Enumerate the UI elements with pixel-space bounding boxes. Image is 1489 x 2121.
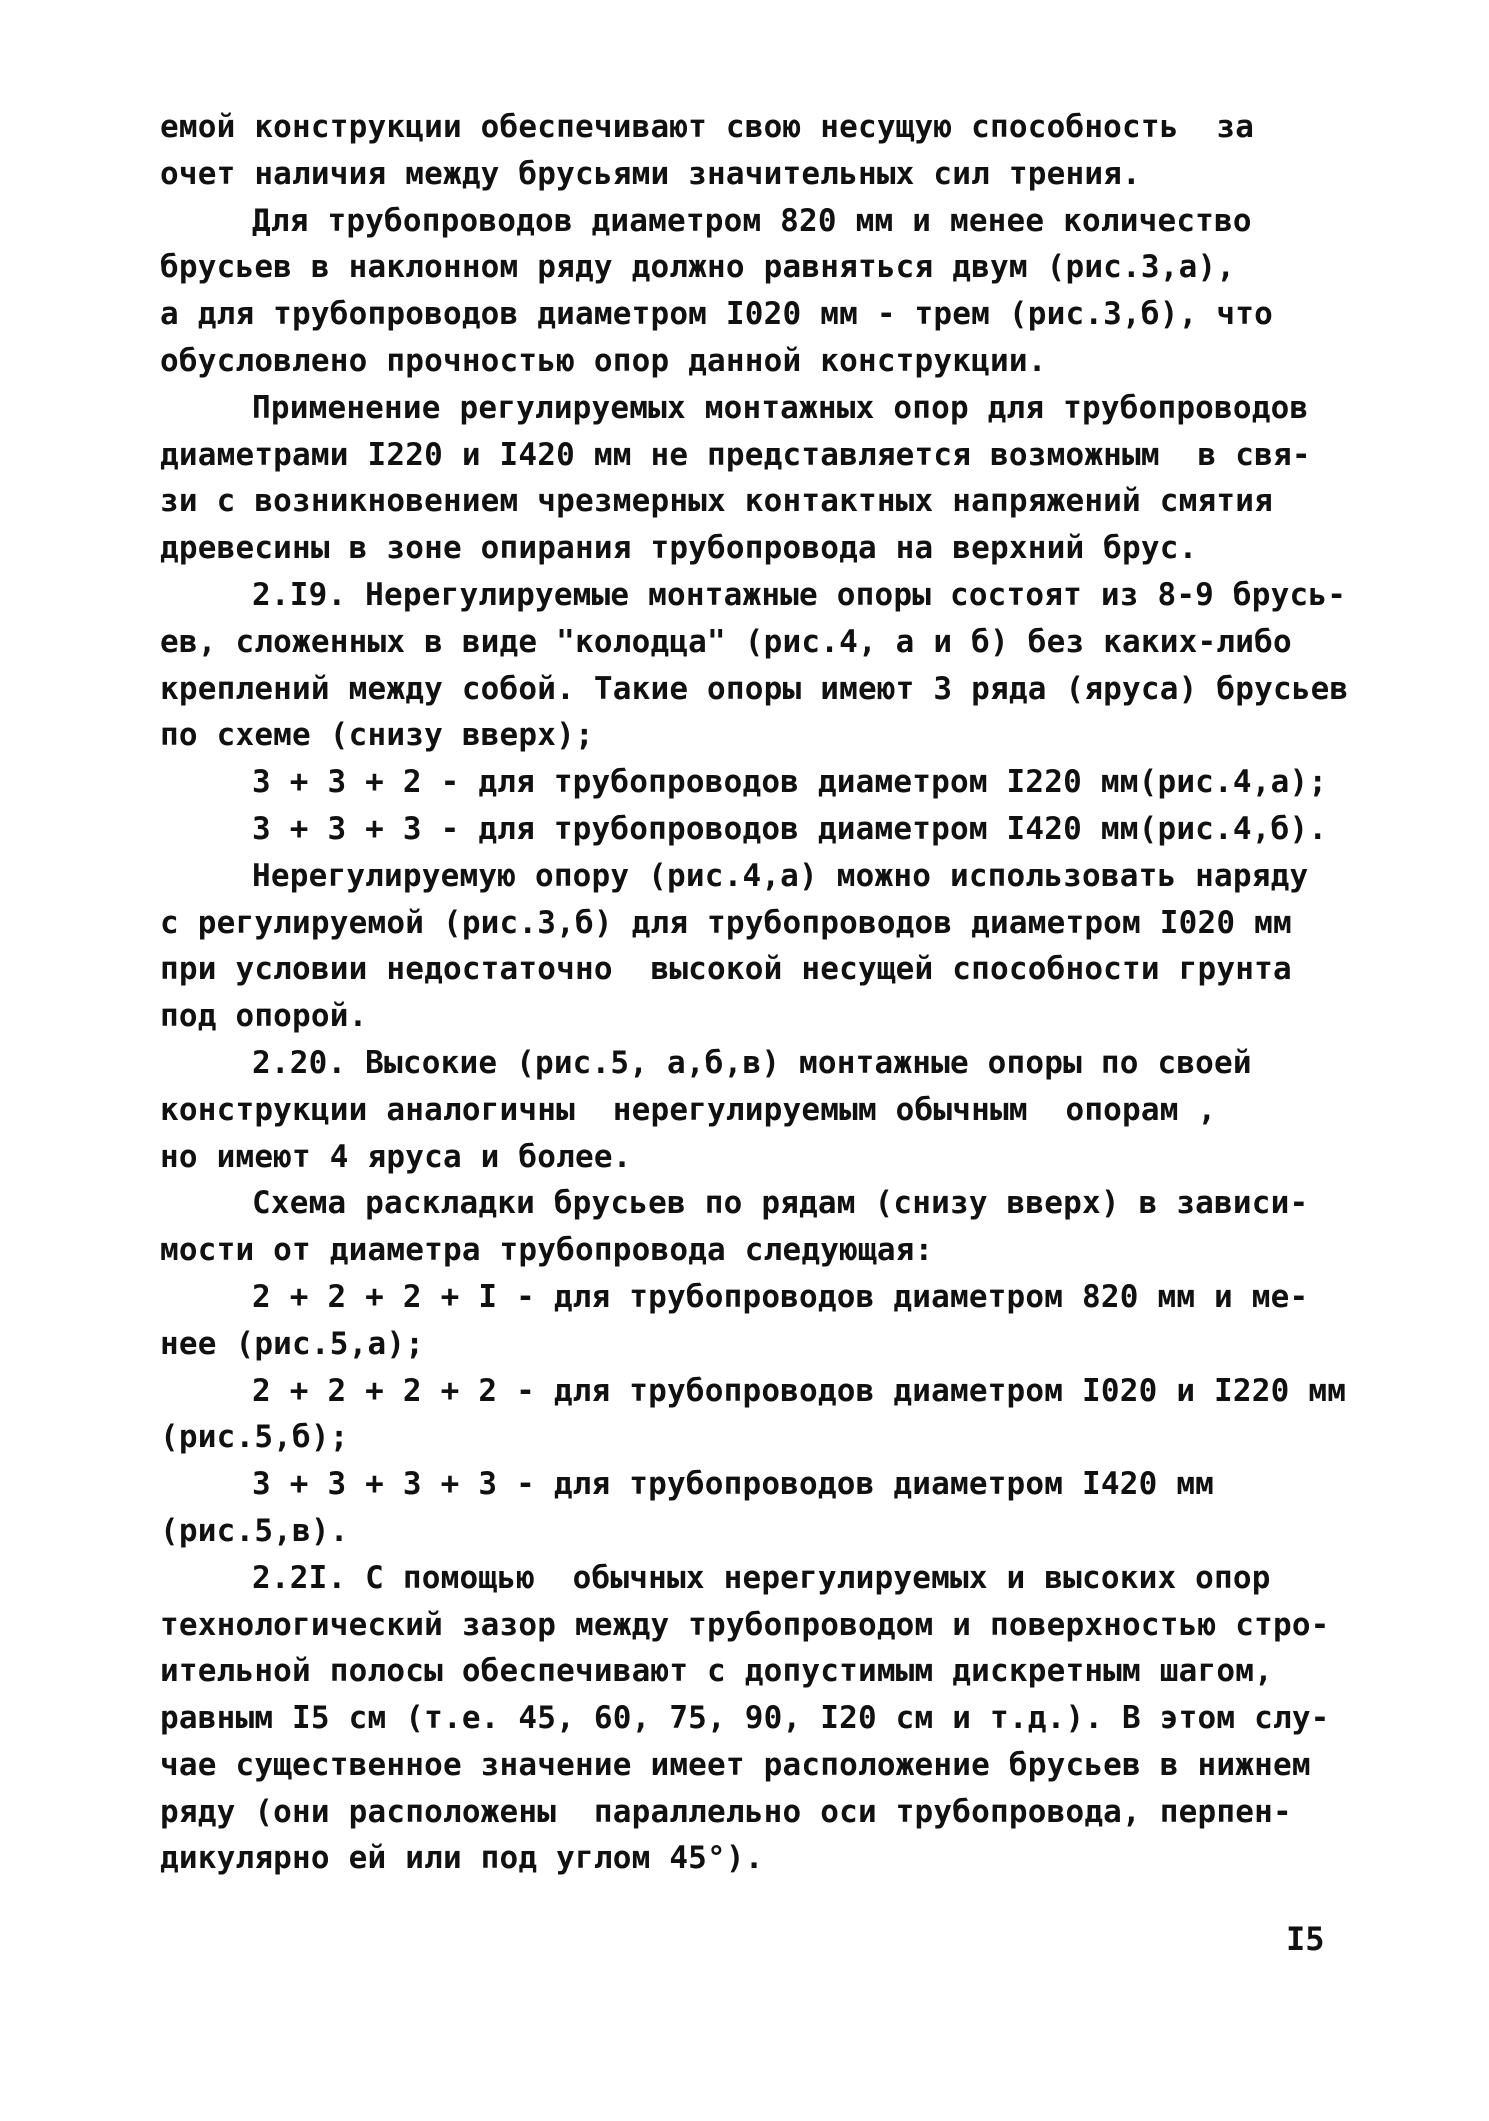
text-line: но имеют 4 яруса и более. (160, 1138, 632, 1175)
text-line: ряду (они расположены параллельно оси трубопровода, перпен- (160, 1793, 1292, 1830)
text-line: мости от диаметра трубопровода следующая: (160, 1232, 934, 1269)
text-line: с регулируемой (рис.3,б) для трубопроводов диаметром I020 мм (160, 904, 1292, 941)
text-line: креплений между собой. Такие опоры имеют 3 ряда (яруса) брусьев (160, 670, 1349, 707)
text-line: Применение регулируемых монтажных опор для трубопроводов (252, 389, 1309, 426)
text-line: ев, сложенных в виде "колодца" (рис.4, а и б) без каких-либо (160, 623, 1292, 660)
text-line: Нерегулируемую опору (рис.4,а) можно использовать наряду (252, 857, 1309, 894)
text-line: чае существенное значение имеет расположение брусьев в нижнем (160, 1746, 1311, 1783)
text-line: дикулярно ей или под углом 45°). (160, 1840, 764, 1877)
text-line: древесины в зоне опирания трубопровода на верхний брус. (160, 530, 1198, 567)
text-line: по схеме (снизу вверх); (160, 717, 594, 754)
text-line: очет наличия между брусьями значительных сил трения. (160, 155, 1141, 192)
text-line: 2 + 2 + 2 + 2 - для трубопроводов диаметром I020 и I220 мм (252, 1372, 1347, 1409)
page-number: I5 (1286, 1920, 1325, 1958)
text-line: нее (рис.5,а); (160, 1325, 425, 1362)
text-line: (рис.5,б); (160, 1419, 349, 1456)
text-line: зи с возникновением чрезмерных контактных напряжений смятия (160, 483, 1273, 520)
text-line: равным I5 см (т.е. 45, 60, 75, 90, I20 см и т.д.). В этом слу- (160, 1700, 1330, 1737)
text-line: Схема раскладки брусьев по рядам (снизу вверх) в зависи- (252, 1185, 1309, 1222)
text-line: обусловлено прочностью опор данной конструкции. (160, 342, 1047, 379)
text-line: 2.20. Высокие (рис.5, а,б,в) монтажные опоры по своей (252, 1044, 1252, 1081)
text-line: брусьев в наклонном ряду должно равняться двум (рис.3,а), (160, 249, 1236, 286)
text-line: емой конструкции обеспечивают свою несущую способность за (160, 109, 1255, 145)
text-line: диаметрами I220 и I420 мм не представляется возможным в свя- (160, 436, 1311, 473)
text-line: 2 + 2 + 2 + I - для трубопроводов диаметром 820 мм и ме- (252, 1278, 1309, 1315)
text-line: ительной полосы обеспечивают с допустимым дискретным шагом, (160, 1653, 1273, 1690)
text-line: 3 + 3 + 3 + 3 - для трубопроводов диаметром I420 мм (252, 1466, 1215, 1503)
body-text (160, 104, 1360, 1882)
text-line: Для трубопроводов диаметром 820 мм и менее количество (252, 202, 1252, 239)
text-line: под опорой. (160, 998, 368, 1035)
text-line: 2.I9. Нерегулируемые монтажные опоры состоят из 8-9 брусь- (252, 576, 1347, 613)
text-line: технологический зазор между трубопроводом и поверхностью стро- (160, 1606, 1330, 1643)
text-line: при условии недостаточно высокой несущей способности грунта (160, 951, 1292, 988)
text-line: 3 + 3 + 2 - для трубопроводов диаметром I220 мм(рис.4,а); (252, 764, 1328, 801)
text-line: 3 + 3 + 3 - для трубопроводов диаметром I420 мм(рис.4,б). (252, 810, 1328, 847)
text-line: конструкции аналогичны нерегулируемым обычным опорам , (160, 1091, 1217, 1128)
text-line: (рис.5,в). (160, 1512, 349, 1549)
text-line: 2.2I. С помощью обычных нерегулируемых и высоких опор (252, 1559, 1271, 1596)
text-line: а для трубопроводов диаметром I020 мм - трем (рис.3,б), что (160, 296, 1273, 333)
